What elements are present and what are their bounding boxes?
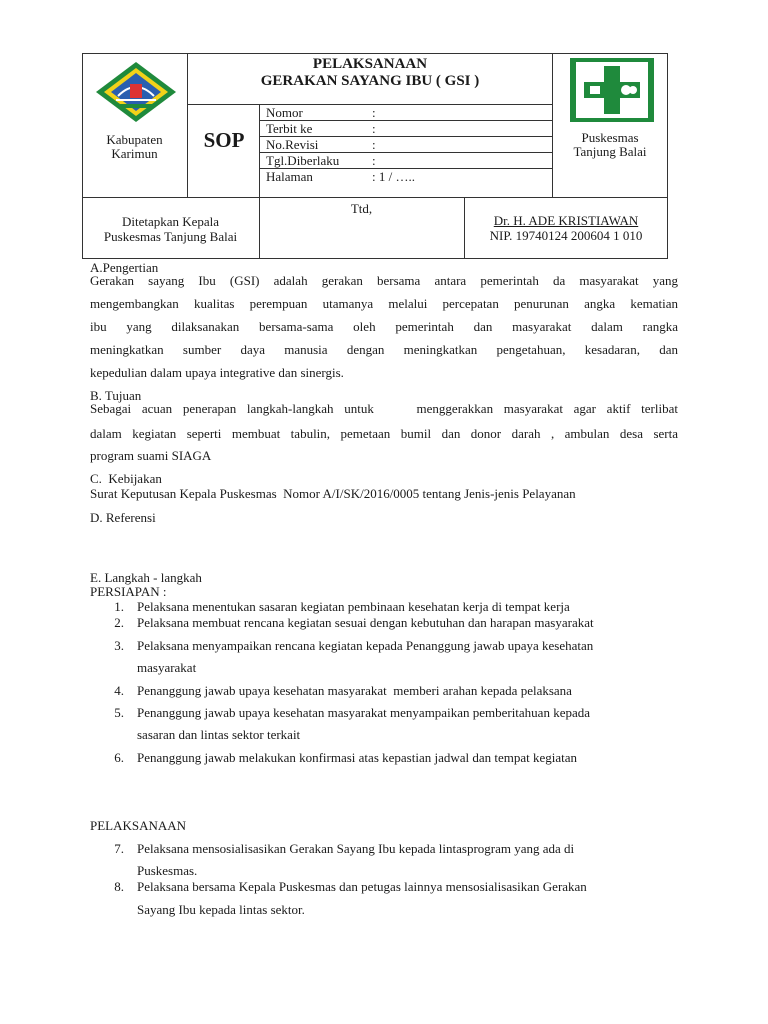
list-number: 5. xyxy=(114,705,124,720)
ditetapkan-line1: Ditetapkan Kepala xyxy=(121,214,220,229)
list-text: Sayang Ibu kepada lintas sektor. xyxy=(137,902,305,917)
list-text: Penanggung jawab melakukan konfirmasi atas kepastian jadwal dan tempat kegiatan xyxy=(137,750,578,765)
meta-label: Halaman xyxy=(266,169,313,184)
list-text: Pelaksana membuat rencana kegiatan sesuai dengan kebutuhan dan harapan masyarakat xyxy=(137,615,594,630)
section-c-heading: C. Kebijakan xyxy=(90,471,162,486)
sop-label: SOP xyxy=(203,128,245,152)
list-number: 3. xyxy=(114,638,124,653)
list-number: 1. xyxy=(114,599,124,614)
section-a-heading: A.Pengertian xyxy=(90,260,159,275)
ttd-label: Ttd, xyxy=(350,201,373,216)
list-text: Pelaksana menyampaikan rencana kegiatan kepada Penanggung jawab upaya kesehatan xyxy=(137,638,594,653)
meta-value: : xyxy=(372,137,376,152)
section-a-line: meningkatkan sumber daya manusia dengan meningkatkan pengetahuan, kesadaran, dan xyxy=(90,342,678,357)
section-b-line: program suami SIAGA xyxy=(90,448,212,463)
section-c-text: Surat Keputusan Kepala Puskesmas Nomor A/I/SK/2016/0005 tentang Jenis-jenis Pelayanan xyxy=(90,486,576,501)
list-text: Pelaksana bersama Kepala Puskesmas dan petugas lainnya mensosialisasikan Gerakan xyxy=(137,879,587,894)
meta-label: Tgl.Diberlaku xyxy=(266,153,340,168)
puskesmas-logo xyxy=(570,58,654,122)
list-text: sasaran dan lintas sektor terkait xyxy=(137,727,301,742)
left-org-line2: Karimun xyxy=(111,146,158,161)
list-text: masyarakat xyxy=(137,660,197,675)
list-number: 7. xyxy=(114,841,124,856)
signer-name: Dr. H. ADE KRISTIAWAN xyxy=(493,213,639,228)
meta-row-terbit xyxy=(260,121,552,137)
section-b-line: dalam kegiatan seperti membuat tabulin, pemetaan bumil dan donor darah , ambulan desa serta xyxy=(90,426,678,441)
list-number: 4. xyxy=(114,683,124,698)
section-e-heading: E. Langkah - langkah xyxy=(90,570,202,585)
right-org-line1: Puskesmas xyxy=(581,130,639,145)
section-b-heading: B. Tujuan xyxy=(90,388,142,403)
section-a-line: Gerakan sayang Ibu (GSI) adalah gerakan bersama antara pemerintah da masyarakat yang xyxy=(90,273,678,288)
meta-value: : xyxy=(372,153,376,168)
divider xyxy=(552,53,553,198)
meta-row-revisi xyxy=(260,137,552,153)
right-org-line2: Tanjung Balai xyxy=(573,144,647,159)
list-text: Pelaksana menentukan sasaran kegiatan pembinaan kesehatan kerja di tempat kerja xyxy=(137,599,570,614)
divider xyxy=(82,197,668,198)
doc-title-line1: PELAKSANAAN xyxy=(312,56,428,72)
meta-row-nomor xyxy=(260,105,552,121)
section-b-line: Sebagai acuan penerapan langkah-langkah untuk menggerakkan masyarakat agar aktif terlibat xyxy=(90,401,678,416)
meta-value: : 1 / ….. xyxy=(372,169,415,184)
list-number: 6. xyxy=(114,750,124,765)
doc-title-line2: GERAKAN SAYANG IBU ( GSI ) xyxy=(260,73,480,89)
list-number: 2. xyxy=(114,615,124,630)
list-number: 8. xyxy=(114,879,124,894)
kabupaten-karimun-logo xyxy=(94,60,178,124)
list-text: Pelaksana mensosialisasikan Gerakan Sayang Ibu kepada lintasprogram yang ada di xyxy=(137,841,575,856)
pelaksanaan-heading: PELAKSANAAN xyxy=(90,818,187,833)
section-a-line: ibu yang dilaksanakan bersama-sama oleh pemerintah dan masyarakat dalam rangka xyxy=(90,319,678,334)
persiapan-heading: PERSIAPAN : xyxy=(90,584,167,599)
section-a-line: kepedulian dalam upaya integrative dan sinergis. xyxy=(90,365,344,380)
list-text: Puskesmas. xyxy=(137,863,198,878)
meta-value: : xyxy=(372,121,376,136)
meta-label: Nomor xyxy=(266,105,303,120)
meta-value: : xyxy=(372,105,376,120)
list-text: Penanggung jawab upaya kesehatan masyarakat memberi arahan kepada pelaksana xyxy=(137,683,572,698)
meta-label: No.Revisi xyxy=(266,137,319,152)
section-a-line: mengembangkan kualitas perempuan utamanya melalui percepatan penurunan angka kematian xyxy=(90,296,678,311)
ditetapkan-line2: Puskesmas Tanjung Balai xyxy=(103,229,238,244)
meta-label: Terbit ke xyxy=(266,121,313,136)
section-d-heading: D. Referensi xyxy=(90,510,156,525)
list-text: Penanggung jawab upaya kesehatan masyarakat menyampaikan pemberitahuan kepada xyxy=(137,705,591,720)
left-org-line1: Kabupaten xyxy=(106,132,163,147)
signer-nip: NIP. 19740124 200604 1 010 xyxy=(489,228,643,243)
meta-row-halaman xyxy=(260,169,552,185)
meta-row-tgl xyxy=(260,153,552,169)
